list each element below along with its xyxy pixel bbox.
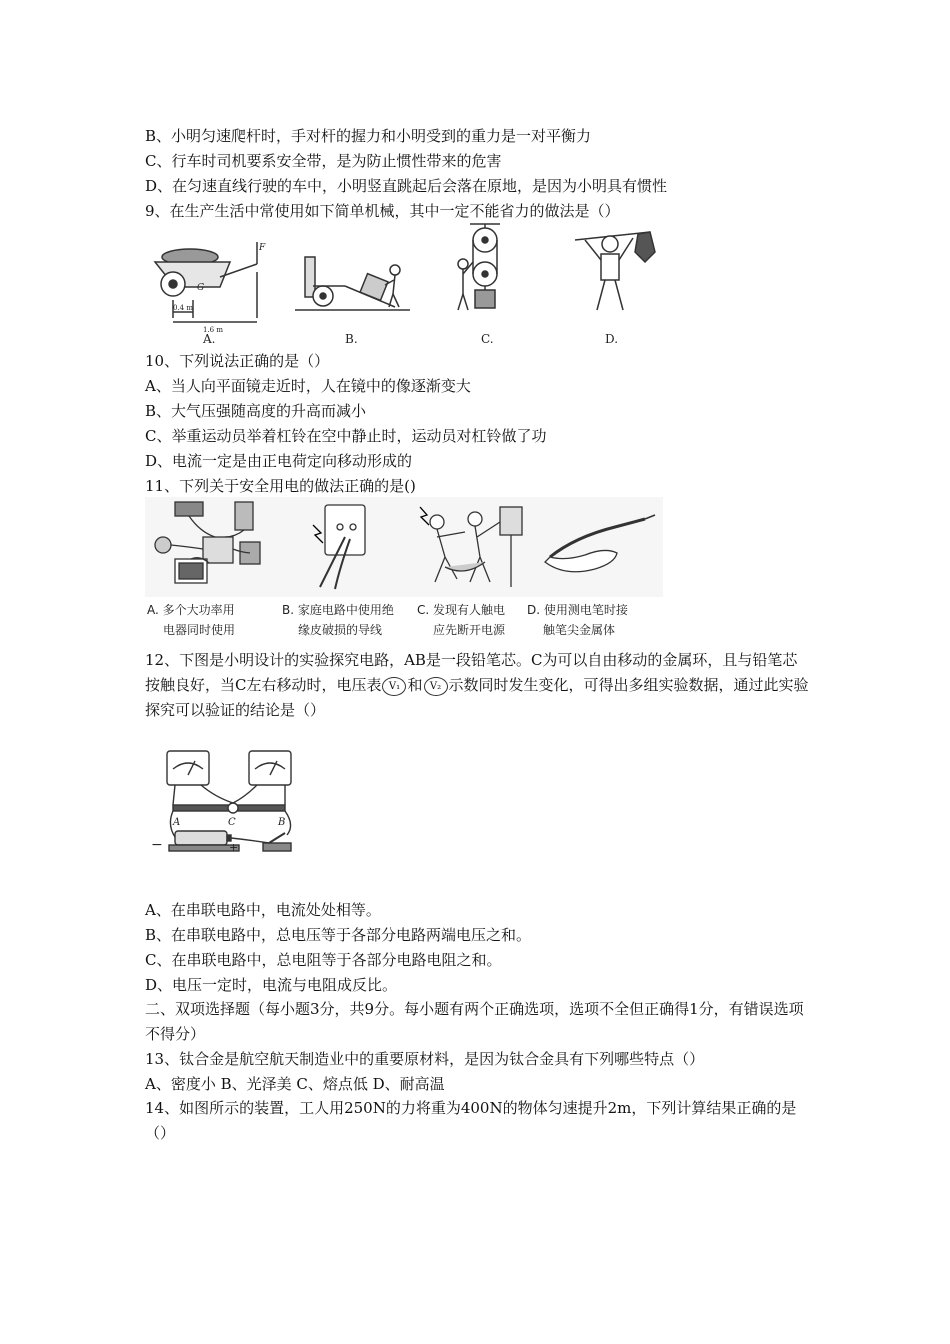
q11-caption-a-line2: 电器同时使用 bbox=[163, 623, 236, 637]
voltmeter-v2-icon: V₂ bbox=[424, 677, 448, 696]
q10-option-b: B、大气压强随高度的升高而减小 bbox=[145, 402, 367, 420]
circuit-label-c: C bbox=[228, 817, 236, 828]
q10-option-d: D、电流一定是由正电荷定向移动形成的 bbox=[145, 452, 413, 470]
q12-option-a: A、在串联电路中，电流处处相等。 bbox=[145, 901, 381, 919]
q11-caption-b-line2: 缘皮破损的导线 bbox=[298, 623, 383, 637]
q11-caption-b-line1: B. 家庭电路中使用绝 bbox=[282, 603, 394, 617]
q13-stem: 13、钛合金是航空航天制造业中的重要原材料，是因为钛合金具有下列哪些特点（） bbox=[145, 1050, 705, 1068]
q12-stem bbox=[145, 648, 809, 723]
q12-option-c: C、在串联电路中，总电阻等于各部分电路电阻之和。 bbox=[145, 951, 502, 969]
label-d2: 1.6 m bbox=[203, 326, 223, 334]
label-g: G bbox=[197, 283, 205, 293]
q11-stem: 11、下列关于安全用电的做法正确的是() bbox=[145, 477, 416, 495]
q9-stem: 9、在生产生活中常使用如下简单机械，其中一定不能省力的做法是（） bbox=[145, 202, 620, 220]
q11-caption-d-line1: D. 使用测电笔时接 bbox=[527, 603, 628, 617]
voltmeter-v1-icon: V₁ bbox=[382, 677, 406, 696]
q12-option-b: B、在串联电路中，总电压等于各部分电路两端电压之和。 bbox=[145, 926, 532, 944]
q11-figure bbox=[145, 497, 663, 640]
pulley-figure bbox=[458, 224, 500, 310]
q9-label-c: C. bbox=[481, 332, 494, 346]
q9-label-a: A. bbox=[203, 332, 216, 346]
q9-label-b: B. bbox=[345, 332, 358, 346]
q12-stem-part1: 12、下图是小明设计的实验探究电路，AB是一段铅笔芯。C为可以自由移动的金属环，且与铅笔芯按触良好，当C左右移动时，电压表 bbox=[145, 651, 798, 694]
q11-caption-c-line1: C. 发现有人触电 bbox=[417, 603, 506, 617]
wheelbarrow-figure bbox=[155, 242, 257, 322]
circuit-label-b: B bbox=[278, 817, 286, 828]
circuit-label-minus: − bbox=[151, 837, 163, 853]
circuit-label-a: A bbox=[173, 817, 181, 828]
q14-stem: 14、如图所示的装置，工人用250N的力将重为400N的物体匀速提升2m，下列计算结果正确的是（） bbox=[145, 1099, 797, 1142]
q10-option-a: A、当人向平面镜走近时，人在镜中的像逐渐变大 bbox=[145, 377, 471, 395]
q11-caption-a-line1: A. 多个大功率用 bbox=[147, 603, 235, 617]
q9-figure bbox=[145, 222, 665, 347]
q10-stem: 10、下列说法正确的是（） bbox=[145, 352, 330, 370]
ramp-figure bbox=[295, 257, 410, 310]
label-f: F bbox=[259, 243, 266, 253]
q12-option-d: D、电压一定时，电流与电阻成反比。 bbox=[145, 976, 398, 994]
q10-option-c: C、举重运动员举着杠铃在空中静止时，运动员对杠铃做了功 bbox=[145, 427, 547, 445]
q12-circuit-figure bbox=[145, 745, 310, 860]
q9-label-d: D. bbox=[605, 332, 619, 346]
q11-caption-c-line2: 应先断开电源 bbox=[433, 623, 506, 637]
carrying-pole-figure bbox=[575, 232, 655, 310]
q8-option-b: B、小明匀速爬杆时，手对杆的握力和小明受到的重力是一对平衡力 bbox=[145, 127, 592, 145]
q8-option-d: D、在匀速直线行驶的车中，小明竖直跳起后会落在原地，是因为小明具有惯性 bbox=[145, 177, 668, 195]
circuit-label-plus: + bbox=[229, 841, 239, 854]
q8-option-c: C、行车时司机要系安全带，是为防止惯性带来的危害 bbox=[145, 152, 502, 170]
section-2-heading: 二、双项选择题（每小题3分，共9分。每小题有两个正确选项，选项不全但正确得1分，有错误选项不得分） bbox=[145, 1000, 804, 1043]
q12-and: 和 bbox=[407, 676, 423, 694]
q12-stem-part2: 示数同时发生变化，可得出多组实验数据，通过此实验探究可以验证的结论是（） bbox=[145, 676, 809, 719]
q11-caption-d-line2: 触笔尖金属体 bbox=[543, 623, 616, 637]
q13-options: A、密度小 B、光泽美 C、熔点低 D、耐高温 bbox=[145, 1075, 445, 1093]
label-d1: 0.4 m bbox=[173, 304, 193, 312]
